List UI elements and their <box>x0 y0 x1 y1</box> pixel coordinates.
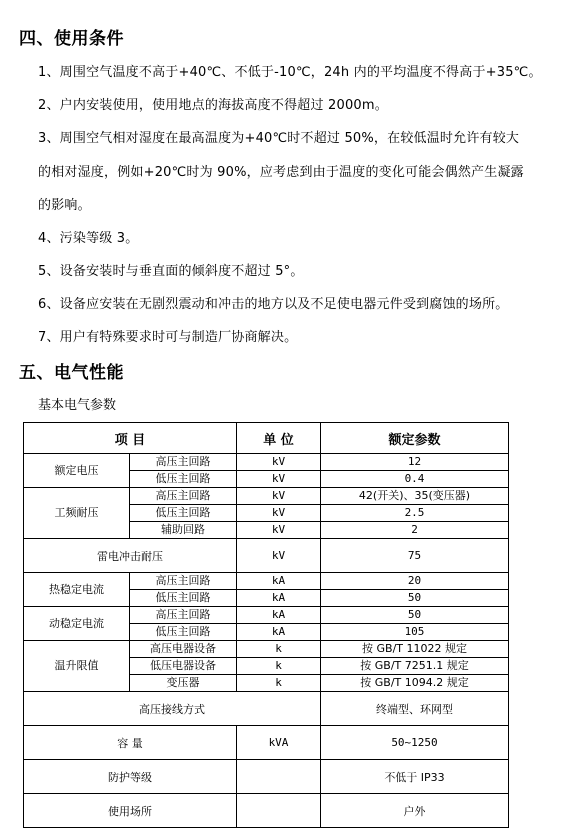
table-row <box>24 760 509 794</box>
header-unit: 单 位 <box>237 423 321 454</box>
table-header-row <box>24 423 509 454</box>
section-4-title: 四、使用条件 <box>19 29 124 49</box>
row-group-label: 热稳定电流 <box>24 573 130 607</box>
row-label: 使用场所 <box>24 794 237 828</box>
unit-cell: kV <box>237 471 321 488</box>
condition-item-6: 6、设备应安装在无剧烈震动和冲击的地方以及不足使电器元件受到腐蚀的场所。 <box>38 297 509 312</box>
value-cell: 50 <box>321 590 509 607</box>
table-row <box>24 641 509 658</box>
header-rated: 额定参数 <box>321 423 509 454</box>
value-cell: 0.4 <box>321 471 509 488</box>
value-cell: 按 GB/T 1094.2 规定 <box>321 675 509 692</box>
row-label: 高压接线方式 <box>24 692 321 726</box>
sub-item: 低压主回路 <box>130 505 237 522</box>
sub-item: 低压主回路 <box>130 624 237 641</box>
value-cell: 户外 <box>321 794 509 828</box>
table-row <box>24 573 509 590</box>
unit-cell: kA <box>237 590 321 607</box>
unit-cell: k <box>237 658 321 675</box>
section-5-title: 五、电气性能 <box>19 363 124 383</box>
unit-cell: kA <box>237 607 321 624</box>
table-row <box>24 794 509 828</box>
unit-cell <box>237 794 321 828</box>
value-cell: 终端型、环网型 <box>321 692 509 726</box>
sub-item: 辅助回路 <box>130 522 237 539</box>
sub-item: 高压主回路 <box>130 454 237 471</box>
unit-cell: k <box>237 641 321 658</box>
sub-item: 低压电器设备 <box>130 658 237 675</box>
row-label: 容 量 <box>24 726 237 760</box>
table-row <box>24 454 509 471</box>
table-row <box>24 726 509 760</box>
value-cell: 2.5 <box>321 505 509 522</box>
row-group-label: 额定电压 <box>24 454 130 488</box>
value-cell: 50~1250 <box>321 726 509 760</box>
unit-cell: k <box>237 675 321 692</box>
sub-item: 高压主回路 <box>130 488 237 505</box>
condition-item-3-line-2: 的相对湿度，例如+20℃时为 90%，应考虑到由于温度的变化可能会偶然产生凝露 <box>38 165 524 180</box>
row-label: 防护等级 <box>24 760 237 794</box>
table-row <box>24 488 509 505</box>
table-row <box>24 692 509 726</box>
value-cell: 2 <box>321 522 509 539</box>
unit-cell: kV <box>237 454 321 471</box>
unit-cell: kV <box>237 488 321 505</box>
unit-cell: kV <box>237 522 321 539</box>
condition-item-3-line-3: 的影响。 <box>38 198 91 213</box>
table-row <box>24 607 509 624</box>
unit-cell: kA <box>237 624 321 641</box>
sub-item: 变压器 <box>130 675 237 692</box>
row-group-label: 动稳定电流 <box>24 607 130 641</box>
sub-item: 低压主回路 <box>130 471 237 488</box>
value-cell: 20 <box>321 573 509 590</box>
condition-item-5: 5、设备安装时与垂直面的倾斜度不超过 5°。 <box>38 264 304 279</box>
condition-item-3: 3、周围空气相对湿度在最高温度为+40℃时不超过 50%，在较低温时允许有较大 <box>38 131 520 146</box>
sub-item: 高压主回路 <box>130 607 237 624</box>
unit-cell <box>237 760 321 794</box>
row-label: 雷电冲击耐压 <box>24 539 237 573</box>
sub-item: 低压主回路 <box>130 590 237 607</box>
unit-cell: kA <box>237 573 321 590</box>
sub-item: 高压主回路 <box>130 573 237 590</box>
table-row <box>24 539 509 573</box>
value-cell: 按 GB/T 7251.1 规定 <box>321 658 509 675</box>
value-cell: 50 <box>321 607 509 624</box>
condition-item-1: 1、周围空气温度不高于+40℃、不低于-10℃，24h 内的平均温度不得高于+35℃。 <box>38 65 542 80</box>
unit-cell: kV <box>237 505 321 522</box>
row-group-label: 温升限值 <box>24 641 130 692</box>
value-cell: 105 <box>321 624 509 641</box>
condition-item-2: 2、户内安装使用，使用地点的海拔高度不得超过 2000m。 <box>38 98 388 113</box>
value-cell: 12 <box>321 454 509 471</box>
condition-item-7: 7、用户有特殊要求时可与制造厂协商解决。 <box>38 330 298 345</box>
value-cell: 42(开关)、35(变压器) <box>321 488 509 505</box>
value-cell: 75 <box>321 539 509 573</box>
row-group-label: 工频耐压 <box>24 488 130 539</box>
header-item: 项 目 <box>24 423 237 454</box>
unit-cell: kV <box>237 539 321 573</box>
value-cell: 不低于 IP33 <box>321 760 509 794</box>
unit-cell: kVA <box>237 726 321 760</box>
electrical-parameters-table <box>23 422 509 828</box>
sub-item: 高压电器设备 <box>130 641 237 658</box>
table-caption: 基本电气参数 <box>38 398 117 413</box>
condition-item-4: 4、污染等级 3。 <box>38 231 139 246</box>
value-cell: 按 GB/T 11022 规定 <box>321 641 509 658</box>
